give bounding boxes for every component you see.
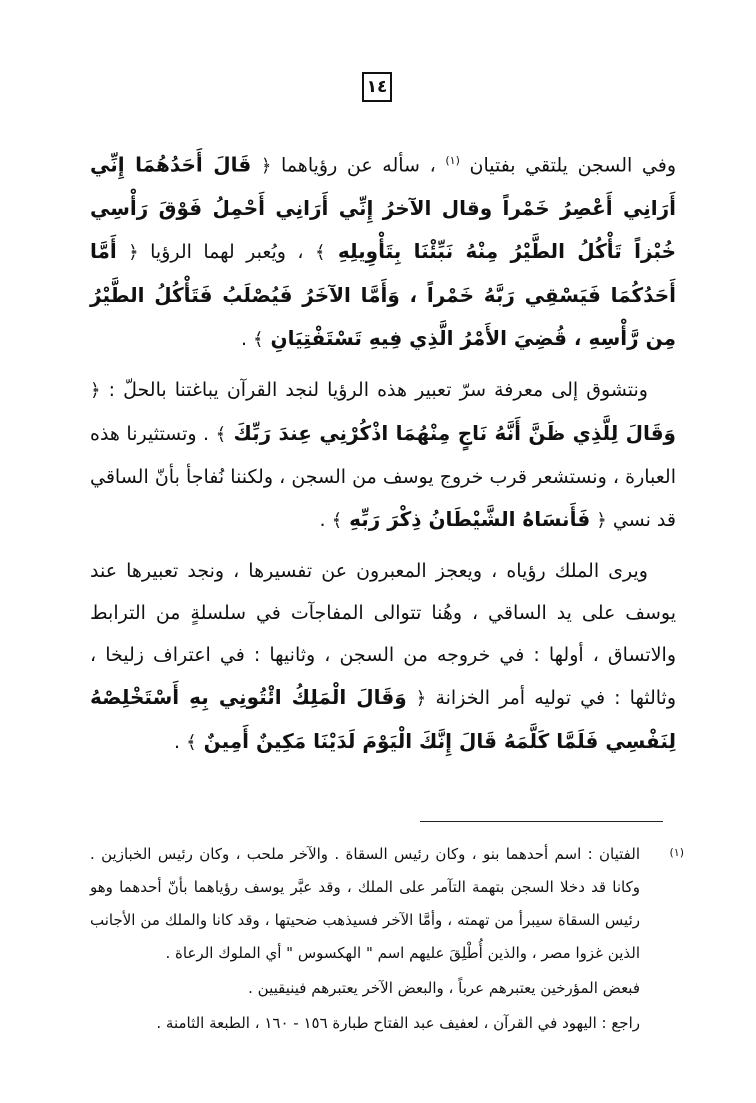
ornate-bracket-close: ﴾	[253, 329, 264, 351]
ornate-bracket-close: ﴾	[215, 424, 227, 446]
paragraph-2	[90, 369, 676, 542]
page-number-text: ١٤	[366, 77, 388, 97]
paragraph-3	[90, 550, 676, 764]
page-number	[362, 72, 392, 102]
ornate-bracket-close: ﴾	[314, 242, 326, 264]
quran-verse: وَقَالَ الْمَلِكُ ائْتُونِي بِهِ أَسْتَخْلِصْهُ لِنَفْسِي فَلَمَّا كَلَّمَهُ قَالَ إِنَّكَ الْيَوْمَ لَدَيْنَا مَكِينٌ أَمِينٌ	[90, 685, 676, 754]
ornate-bracket-open: ﴿	[415, 688, 427, 710]
paragraph-1	[90, 140, 676, 361]
quran-verse: أَمَّا أَحَدُكُمَا فَيَسْقِي رَبَّهُ خَمْراً ، وَأَمَّا الآخَرُ فَيُصْلَبُ فَتَأْكُلُ الطَّيْرُ مِن رَّأْسِهِ ، قُضِيَ الأَمْرُ الَّذِي فِيهِ تَسْتَفْتِيَانِ	[90, 239, 676, 351]
paragraph-1-lead: وفي السجن يلتقي بفتيان	[469, 154, 677, 177]
paragraph-1-mid3: ، ويُعبر لهما الرؤيا	[138, 241, 304, 264]
paragraph-3-lead: ويرى الملك رؤياه ، ويعجز المعبرون عن تفسيرها ، ونجد تعبيرها عند يوسف على يد الساقي ، وهُنا تتوالى المفاجآت في سلسلةٍ من الترابط والاتساق ، أولها : في خروجه من السجن ، وثانيها : في اعتراف زليخا ، وثالثها : في توليه أمر الخزانة	[90, 560, 677, 710]
ornate-bracket-open: ﴿	[90, 380, 101, 402]
quran-verse: فَأَنسَاهُ الشَّيْطَانُ ذِكْرَ رَبِّهِ	[342, 507, 591, 532]
paragraph-1-mid: ، سأله عن رؤياهما	[271, 154, 436, 177]
paragraph-3-end: .	[174, 731, 181, 754]
footnotes-section	[90, 838, 684, 1040]
paragraph-2-end: .	[319, 509, 326, 532]
footnote-1-body	[90, 838, 640, 1040]
ornate-bracket-open: ﴿	[596, 510, 607, 532]
quran-verse: قَالَ أَحَدُهُمَا إِنِّي أَرَانِي أَعْصِرُ خَمْراً	[90, 152, 676, 221]
ornate-bracket-open: ﴿	[260, 155, 272, 177]
footnote-reference-1[interactable]: (١)	[445, 154, 460, 167]
footnote-1-reference: راجع : اليهود في القرآن ، لعفيف عبد الفتاح طبارة ١٥٦ - ١٦٠ ، الطبعة الثامنة .	[156, 1014, 640, 1032]
ornate-bracket-open: ﴿	[128, 242, 139, 264]
quran-verse: وَقَالَ لِلَّذِي ظَنَّ أَنَّهُ نَاجٍ مِنْهُمَا اذْكُرْنِي عِندَ رَبِّكَ	[226, 421, 676, 446]
footnote-1-historians: فبعض المؤرخين يعتبرهم عرباً ، والبعض الآخر يعتبرهم فينيقيين .	[248, 979, 640, 997]
footnote-1-text: الفتيان : اسم أحدهما بنو ، وكان رئيس السقاة . والآخر ملحب ، وكان رئيس الخبازين . وكانا قد دخلا السجن بتهمة التآمر على الملك ، وقد عبَّر يوسف رؤياهما بأنّ أحدهما وهو رئيس السقاة سيبرأ من تهمته ، وأمَّا الآخر فسيذهب ضحيتها ، وقد كانا والملك من الأجانب الذين غزوا مصر ، والذين أُطْلِقَ عليهم اسم " الهكسوس " أي الملوك الرعاة .	[90, 845, 640, 962]
paragraph-1-end: .	[240, 328, 247, 351]
main-body-text	[90, 140, 676, 772]
ornate-bracket-close: ﴾	[186, 732, 197, 754]
paragraph-1-mid2: وقال الآخرُ	[382, 196, 493, 221]
ornate-bracket-close: ﴾	[331, 510, 343, 532]
footnote-marker-1: (١)	[669, 846, 684, 859]
footnote-separator	[420, 821, 663, 822]
paragraph-2-mid: . وتستثيرنا هذه العبارة ، ونستشعر قرب خروج يوسف من السجن ، ولكننا نُفاجأ بأنّ الساقي قد نسي	[90, 423, 676, 532]
paragraph-2-lead: ونتشوق إلى معرفة سرّ تعبير هذه الرؤيا لنجد القرآن يباغتنا بالحلّ :	[100, 379, 648, 402]
quran-verse: إِنِّي أَرَانِي أَحْمِلُ فَوْقَ رَأْسِي خُبْزاً تَأْكُلُ الطَّيْرُ مِنْهُ نَبِّئْنَا بِتَأْوِيلِهِ	[90, 196, 676, 264]
